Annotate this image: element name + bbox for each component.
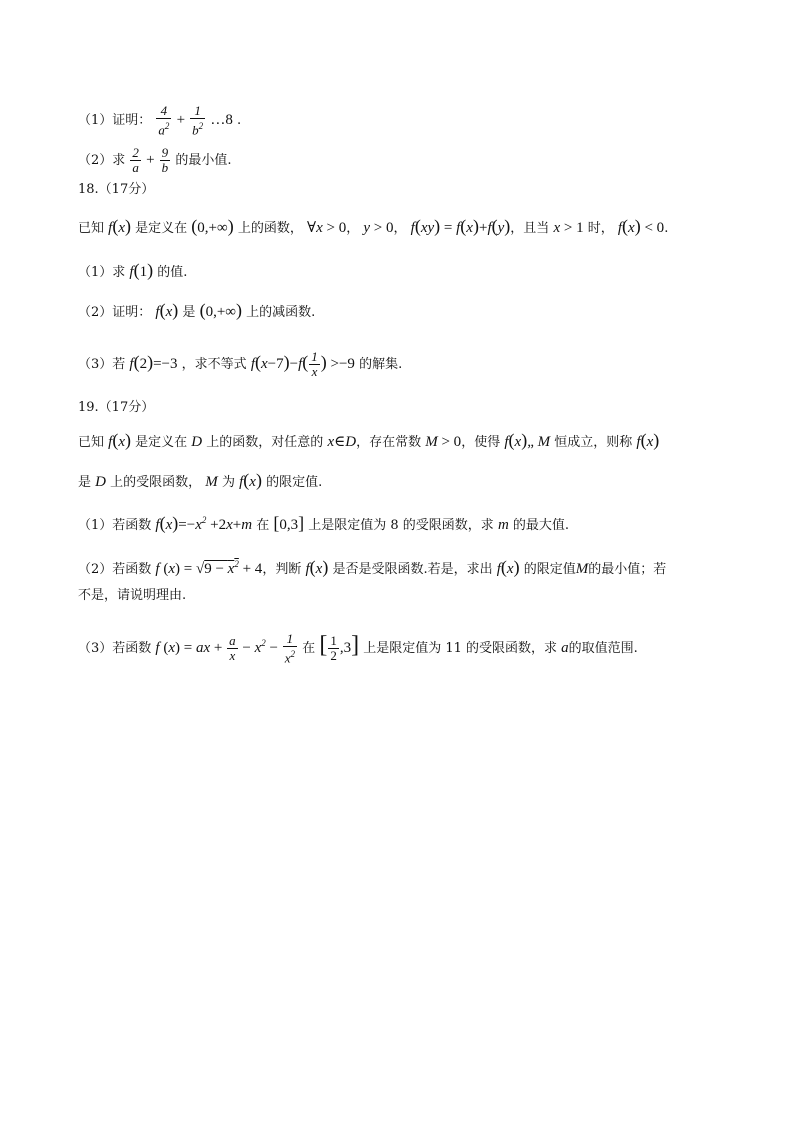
frac-9-over-b: $\frac{9}{b}$	[161, 145, 169, 175]
q19-part1-label: （1）若函数	[78, 518, 152, 533]
q19-stem2-t4: 的限定值.	[266, 475, 323, 490]
q19-stem1-t6: 恒成立，则称	[554, 435, 633, 450]
q17-part2-end: 的最小值.	[175, 153, 232, 168]
q19-part1-end: 上是限定值为 8 的受限函数，求	[308, 518, 494, 533]
frac-1-over-2: $\frac{1}{2}$	[330, 633, 337, 664]
q18-part2-end: 上的减函数.	[246, 305, 316, 320]
q19-part3-mid: 在	[302, 641, 316, 657]
q19-part3-end2: 的取值范围.	[568, 641, 638, 657]
q18-part2-label: （2）证明：	[78, 305, 152, 320]
q19-stem2-t2: 上的受限函数，	[110, 475, 202, 490]
q19-title: 19.（17分）	[78, 400, 155, 415]
q18-part3-mid: ，求不等式	[181, 357, 247, 372]
frac-4-over-a2: $\frac{4}{a^2}$	[158, 103, 170, 138]
q17-part2: （2）求 $\frac{2}{a}$ + $\frac{9}{b}$ 的最小值.	[78, 145, 232, 175]
q19-part2-mid3: 的限定值	[523, 562, 576, 577]
q18-part3-end: 的解集.	[359, 357, 403, 372]
q18-stem-t8: .	[664, 221, 669, 236]
q19-part2-mid2: 是否是受限函数.若是，求出	[332, 562, 493, 577]
q19-part1: （1）若函数 $f(x)=-x^2 +2x+m$ 在 [0,3] 上是限定值为 8 的受限函数，求 m 的最大值.	[78, 513, 570, 533]
q19-part2-label: （2）若函数	[78, 562, 152, 577]
q19-stem-line2: 是 D 上的受限函数， M 为 f(x) 的限定值.	[78, 470, 323, 490]
q19-part2-mid: ，判断	[262, 562, 302, 577]
q19-part1-mid: 在	[256, 518, 270, 533]
q19-stem2-t1: 是	[78, 475, 92, 490]
q19-stem1-t3: 上的函数，对任意的	[206, 435, 324, 450]
q19-part3-label: （3）若函数	[78, 641, 152, 657]
q19-stem-line1: 已知 f(x) 是定义在 D 上的函数，对任意的 x∈D，存在常数 M > 0，使得 f(x)„ M 恒成立，则称 f(x)	[78, 430, 660, 450]
q18-stem-t1: 已知	[78, 221, 105, 236]
q17-part2-label: （2）求	[78, 153, 126, 168]
q18-part1: （1）求 f(1) 的值.	[78, 260, 188, 280]
q18-stem-t2: 是定义在	[135, 221, 188, 236]
q18-part1-label: （1）求	[78, 265, 126, 280]
q18-part3-label: （3）若	[78, 357, 126, 372]
q17-part1-end: .	[236, 113, 242, 129]
q18-part1-end: 的值.	[157, 265, 188, 280]
frac-1-over-b2: $\frac{1}{b^2}$	[192, 103, 204, 138]
q19-stem2-t3: 为	[221, 475, 235, 490]
q18-stem-t3: 上的函数，	[237, 221, 303, 236]
q18-stem: 已知 f(x) 是定义在 (0,+∞) 上的函数， ∀x > 0， y > 0， f(xy) = f(x)+f(y)，且当 x > 1 时， f(x) < 0.	[78, 216, 669, 236]
q19-part1-end2: 的最大值.	[512, 518, 570, 533]
frac-a-over-x: $\frac{a}{x}$	[229, 633, 236, 664]
q18-part3: （3）若 f(2)=−3 ，求不等式 f(x−7)−f( $\frac{1}{x}$ ) >−9 的解集.	[78, 349, 403, 379]
q18-stem-t7: 时，	[587, 221, 614, 236]
q19-part2-end: 的最小值；若	[588, 562, 667, 577]
q19-stem1-t2: 是定义在	[135, 435, 188, 450]
q18-stem-t6: ，且当	[510, 221, 550, 236]
q18-part2: （2）证明： f(x) 是 (0,+∞) 上的减函数.	[78, 300, 316, 320]
q17-part1: （1）证明： $\frac{4}{a^2}$ + $\frac{1}{b^2}$ …8 .	[78, 103, 242, 138]
frac-1-over-x: $\frac{1}{x}$	[311, 349, 318, 379]
q19-stem1-t1: 已知	[78, 435, 105, 450]
q19-part2: （2）若函数 f $(x) = √9 - x^2 + 4$，判断 f(x) 是否是受限函数.若是，求出 f(x) 的限定值M的最小值；若	[78, 557, 667, 577]
q18-title: 18.（17分）	[78, 182, 155, 197]
q18-part2-mid: 是	[182, 305, 196, 320]
q18-stem-t5: ，	[393, 221, 407, 236]
q19-part2-cont: 不是，请说明理由.	[78, 588, 187, 603]
q19-stem1-t4: ，存在常数	[356, 435, 422, 450]
q18-stem-t4: ，	[346, 221, 360, 236]
q17-part1-label: （1）证明：	[78, 113, 152, 129]
q19-part3-end: 上是限定值为 11 的受限函数，求	[363, 641, 558, 657]
q19-stem1-t5: ，使得	[461, 435, 501, 450]
frac-2-over-a: $\frac{2}{a}$	[132, 145, 139, 175]
q19-part3: （3）若函数 f (x) = ax + $\frac{a}{x}$ − $x^2$ − $\frac{1}{x^2}$ 在 [ $\frac{1}{2}$ ,3] 上是限定值为 11 的受限函数，求 a的取值范围.	[78, 631, 638, 666]
frac-1-over-x2: $\frac{1}{x^2}$	[284, 631, 296, 666]
